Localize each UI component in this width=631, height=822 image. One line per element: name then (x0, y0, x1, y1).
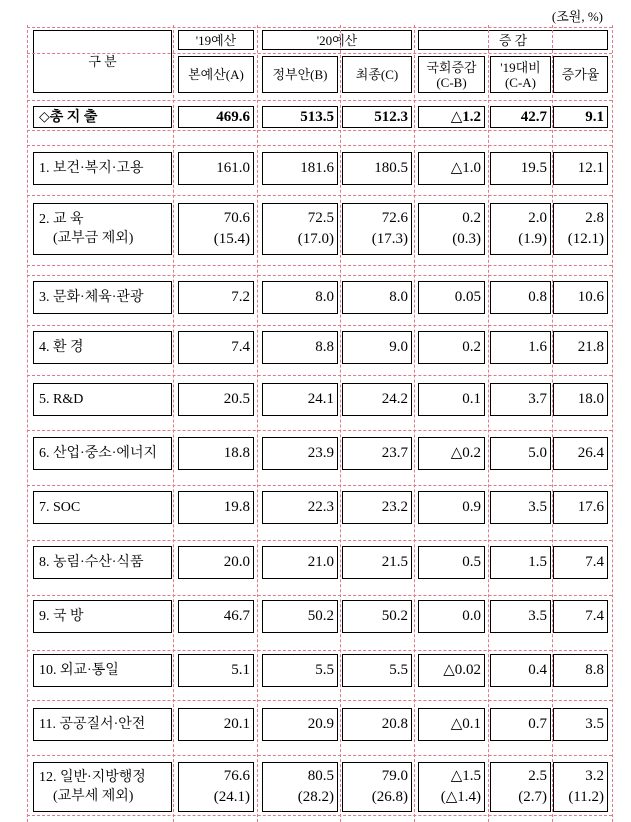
row-c-cell (342, 383, 412, 416)
row-rate-value: 2.8 (585, 210, 604, 226)
row-ca-value: 2.5 (528, 768, 547, 784)
row-cb-value: 0.5 (462, 554, 481, 570)
total-rate-value: 9.1 (585, 108, 604, 125)
row-a-value: 19.8 (223, 499, 250, 515)
guide-line (27, 540, 612, 541)
row-cb-value: △1.0 (450, 160, 481, 176)
row-a-cell (178, 491, 254, 524)
total-ca-value: 42.7 (520, 108, 547, 125)
row-a-value: 20.1 (223, 716, 250, 732)
row-b-cell (262, 654, 338, 687)
row-c-cell (342, 654, 412, 687)
guide-line (27, 53, 612, 54)
header-budget20-text: '20예산 (316, 32, 358, 48)
row-a-cell (178, 203, 254, 255)
row-rate-sub-value: (12.1) (567, 231, 604, 247)
row-ca-value: 0.8 (528, 289, 547, 305)
row-b-cell (262, 331, 338, 364)
row-label (33, 152, 172, 185)
row-rate-cell (553, 546, 608, 579)
row-rate-value: 3.2 (585, 768, 604, 784)
row-ca-cell (490, 546, 551, 579)
header-change (418, 30, 608, 50)
row-cb-cell (418, 762, 485, 812)
header-col-rate (553, 56, 608, 93)
row-ca-value: 2.0 (528, 210, 547, 226)
row-a-value: 5.1 (231, 662, 250, 678)
row-rate-cell (553, 437, 608, 470)
total-a-value: 469.6 (216, 108, 250, 125)
row-label (33, 654, 172, 687)
row-b-value: 21.0 (307, 554, 334, 570)
row-ca-value: 1.5 (528, 554, 547, 570)
row-ca-value: 19.5 (520, 160, 547, 176)
row-a-sub-value: (15.4) (213, 231, 250, 247)
row-cb-sub-value: (0.3) (452, 231, 481, 247)
guide-line (27, 595, 612, 596)
row-cb-value: 0.1 (462, 391, 481, 407)
row-c-value: 50.2 (381, 608, 408, 624)
total-rate (553, 106, 608, 128)
row-cb-cell (418, 331, 485, 364)
row-label-text: 11. 공공질서·안전 (39, 717, 146, 732)
row-cb-value: △0.2 (450, 445, 481, 461)
row-ca-cell (490, 331, 551, 364)
total-cb (418, 106, 485, 128)
guide-line (612, 25, 613, 822)
row-b-cell (262, 152, 338, 185)
row-c-value: 180.5 (374, 160, 408, 176)
row-sublabel-text: (교부금 제외) (53, 231, 134, 246)
row-b-value: 24.1 (307, 391, 334, 407)
row-ca-value: 5.0 (528, 445, 547, 461)
row-c-cell (342, 281, 412, 314)
header-col-rate-text: 증가율 (561, 67, 600, 82)
total-b (262, 106, 338, 128)
row-c-cell (342, 491, 412, 524)
row-rate-cell (553, 708, 608, 741)
total-c-value: 512.3 (374, 108, 408, 125)
row-rate-value: 26.4 (577, 445, 604, 461)
row-label (33, 203, 172, 255)
row-ca-value: 0.4 (528, 662, 547, 678)
row-a-cell (178, 281, 254, 314)
row-label (33, 491, 172, 524)
row-c-cell (342, 331, 412, 364)
row-label (33, 762, 172, 812)
row-label-text: 8. 농림·수산·식품 (39, 555, 144, 570)
row-c-sub-value: (17.3) (371, 231, 408, 247)
guide-line (27, 650, 612, 651)
header-col-a-text: 본예산(A) (188, 67, 244, 82)
row-a-value: 20.5 (223, 391, 250, 407)
row-ca-cell (490, 203, 551, 255)
row-cb-cell (418, 491, 485, 524)
row-cb-cell (418, 600, 485, 633)
row-b-value: 8.8 (315, 339, 334, 355)
total-label (33, 106, 172, 128)
row-a-value: 18.8 (223, 445, 250, 461)
row-b-value: 72.5 (307, 210, 334, 226)
row-rate-value: 10.6 (577, 289, 604, 305)
row-ca-cell (490, 383, 551, 416)
row-rate-value: 3.5 (585, 716, 604, 732)
row-label (33, 708, 172, 741)
row-rate-cell (553, 762, 608, 812)
row-cb-cell (418, 654, 485, 687)
row-b-value: 5.5 (315, 662, 334, 678)
guide-line (27, 275, 612, 276)
header-col-ca-text: '19대비 (C-A) (500, 59, 541, 90)
row-ca-cell (490, 437, 551, 470)
row-label-text: 9. 국 방 (39, 609, 84, 624)
row-label-text: 3. 문화·체육·관광 (39, 290, 144, 305)
row-b-cell (262, 546, 338, 579)
row-label-text: 5. R&D (39, 392, 84, 407)
row-label (33, 546, 172, 579)
row-ca-cell (490, 654, 551, 687)
row-c-value: 20.8 (381, 716, 408, 732)
row-label (33, 437, 172, 470)
row-c-value: 8.0 (389, 289, 408, 305)
total-cb-value: △1.2 (450, 108, 481, 125)
row-a-sub-value: (24.1) (213, 789, 250, 805)
row-b-cell (262, 437, 338, 470)
row-rate-cell (553, 383, 608, 416)
header-col-ca (490, 56, 551, 93)
row-b-value: 20.9 (307, 716, 334, 732)
row-c-cell (342, 203, 412, 255)
row-label-text: 2. 교 육 (39, 212, 84, 227)
total-label-text: ◇총 지 출 (39, 109, 98, 125)
guide-line (27, 195, 612, 196)
row-b-cell (262, 600, 338, 633)
row-cb-value: △0.1 (450, 716, 481, 732)
row-ca-sub-value: (1.9) (518, 231, 547, 247)
header-category (33, 30, 172, 93)
row-ca-value: 3.5 (528, 608, 547, 624)
row-ca-cell (490, 708, 551, 741)
row-cb-cell (418, 203, 485, 255)
row-b-sub-value: (28.2) (297, 789, 334, 805)
header-col-cb (418, 56, 485, 93)
row-ca-cell (490, 762, 551, 812)
row-rate-cell (553, 203, 608, 255)
row-label (33, 331, 172, 364)
row-b-value: 80.5 (307, 768, 334, 784)
total-b-value: 513.5 (300, 108, 334, 125)
row-c-cell (342, 600, 412, 633)
row-a-cell (178, 762, 254, 812)
row-cb-cell (418, 281, 485, 314)
row-ca-cell (490, 600, 551, 633)
guide-line (27, 375, 612, 376)
row-ca-cell (490, 281, 551, 314)
row-rate-value: 8.8 (585, 662, 604, 678)
row-b-value: 8.0 (315, 289, 334, 305)
guide-line (27, 145, 612, 146)
row-c-value: 24.2 (381, 391, 408, 407)
header-category-text: 구 분 (88, 54, 117, 69)
guide-line (27, 755, 612, 756)
row-a-cell (178, 600, 254, 633)
row-label (33, 383, 172, 416)
row-cb-value: 0.05 (454, 289, 481, 305)
row-rate-value: 12.1 (577, 160, 604, 176)
unit-label: (조원, %) (551, 9, 603, 24)
row-label (33, 281, 172, 314)
row-label-text: 4. 환 경 (39, 340, 84, 355)
row-label-text: 12. 일반·지방행정 (39, 770, 146, 785)
row-rate-sub-value: (11.2) (568, 789, 604, 805)
guide-line (27, 700, 612, 701)
row-cb-cell (418, 708, 485, 741)
header-col-b (262, 56, 338, 93)
row-b-value: 22.3 (307, 499, 334, 515)
row-rate-value: 21.8 (577, 339, 604, 355)
total-c (342, 106, 412, 128)
row-ca-sub-value: (2.7) (518, 789, 547, 805)
row-a-value: 7.4 (231, 339, 250, 355)
row-c-cell (342, 762, 412, 812)
guide-line (27, 430, 612, 431)
total-ca (490, 106, 551, 128)
row-c-value: 9.0 (389, 339, 408, 355)
row-ca-value: 1.6 (528, 339, 547, 355)
header-budget19-text: '19예산 (195, 32, 237, 48)
guide-line (27, 485, 612, 486)
row-label (33, 600, 172, 633)
row-c-cell (342, 546, 412, 579)
row-cb-value: 0.2 (462, 339, 481, 355)
row-cb-cell (418, 383, 485, 416)
row-b-cell (262, 708, 338, 741)
row-rate-cell (553, 331, 608, 364)
row-c-cell (342, 437, 412, 470)
row-a-cell (178, 654, 254, 687)
row-a-cell (178, 383, 254, 416)
row-c-value: 79.0 (381, 768, 408, 784)
row-b-cell (262, 281, 338, 314)
row-rate-value: 18.0 (577, 391, 604, 407)
row-a-cell (178, 437, 254, 470)
row-ca-value: 3.5 (528, 499, 547, 515)
row-b-value: 50.2 (307, 608, 334, 624)
row-cb-cell (418, 152, 485, 185)
row-ca-cell (490, 491, 551, 524)
row-b-cell (262, 762, 338, 812)
row-a-cell (178, 546, 254, 579)
header-col-b-text: 정부안(B) (272, 67, 328, 82)
row-ca-cell (490, 152, 551, 185)
row-ca-value: 3.7 (528, 391, 547, 407)
row-a-cell (178, 331, 254, 364)
total-a (178, 106, 254, 128)
row-rate-value: 7.4 (585, 554, 604, 570)
guide-line (27, 325, 612, 326)
row-cb-value: 0.9 (462, 499, 481, 515)
header-budget19 (178, 30, 254, 50)
row-ca-value: 0.7 (528, 716, 547, 732)
row-b-cell (262, 491, 338, 524)
row-rate-value: 7.4 (585, 608, 604, 624)
row-label-text: 1. 보건·복지·고용 (39, 161, 144, 176)
row-rate-cell (553, 600, 608, 633)
row-rate-cell (553, 281, 608, 314)
row-cb-value: △0.02 (443, 662, 481, 678)
row-rate-cell (553, 491, 608, 524)
row-sublabel-text: (교부세 제외) (53, 789, 134, 804)
row-b-cell (262, 203, 338, 255)
row-cb-sub-value: (△1.4) (440, 789, 481, 805)
row-c-cell (342, 152, 412, 185)
guide-line (27, 265, 612, 266)
row-c-cell (342, 708, 412, 741)
header-col-c (342, 56, 412, 93)
row-c-value: 23.7 (381, 445, 408, 461)
row-label-text: 10. 외교·통일 (39, 663, 119, 678)
row-c-value: 72.6 (381, 210, 408, 226)
guide-line (27, 815, 612, 816)
row-b-value: 23.9 (307, 445, 334, 461)
header-col-c-text: 최종(C) (355, 67, 399, 82)
row-cb-value: △1.5 (450, 768, 481, 784)
row-c-value: 5.5 (389, 662, 408, 678)
row-rate-cell (553, 152, 608, 185)
row-cb-cell (418, 437, 485, 470)
row-b-value: 181.6 (300, 160, 334, 176)
row-cb-cell (418, 546, 485, 579)
row-a-value: 161.0 (216, 160, 250, 176)
row-a-value: 76.6 (223, 768, 250, 784)
guide-line (27, 130, 612, 131)
row-rate-value: 17.6 (577, 499, 604, 515)
row-cb-value: 0.0 (462, 608, 481, 624)
row-rate-cell (553, 654, 608, 687)
row-a-value: 70.6 (223, 210, 250, 226)
row-b-cell (262, 383, 338, 416)
row-a-value: 7.2 (231, 289, 250, 305)
header-budget20 (262, 30, 412, 50)
row-c-value: 21.5 (381, 554, 408, 570)
guide-line (27, 100, 612, 101)
row-a-value: 20.0 (223, 554, 250, 570)
row-a-value: 46.7 (223, 608, 250, 624)
header-col-a (178, 56, 254, 93)
header-col-cb-text: 국회증감 (C-B) (426, 59, 477, 90)
row-cb-value: 0.2 (462, 210, 481, 226)
row-b-sub-value: (17.0) (297, 231, 334, 247)
row-a-cell (178, 152, 254, 185)
row-label-text: 6. 산업·중소·에너지 (39, 446, 157, 461)
row-c-sub-value: (26.8) (371, 789, 408, 805)
row-a-cell (178, 708, 254, 741)
guide-line (27, 27, 612, 28)
header-change-text: 증 감 (498, 32, 528, 48)
row-label-text: 7. SOC (39, 500, 81, 515)
row-c-value: 23.2 (381, 499, 408, 515)
